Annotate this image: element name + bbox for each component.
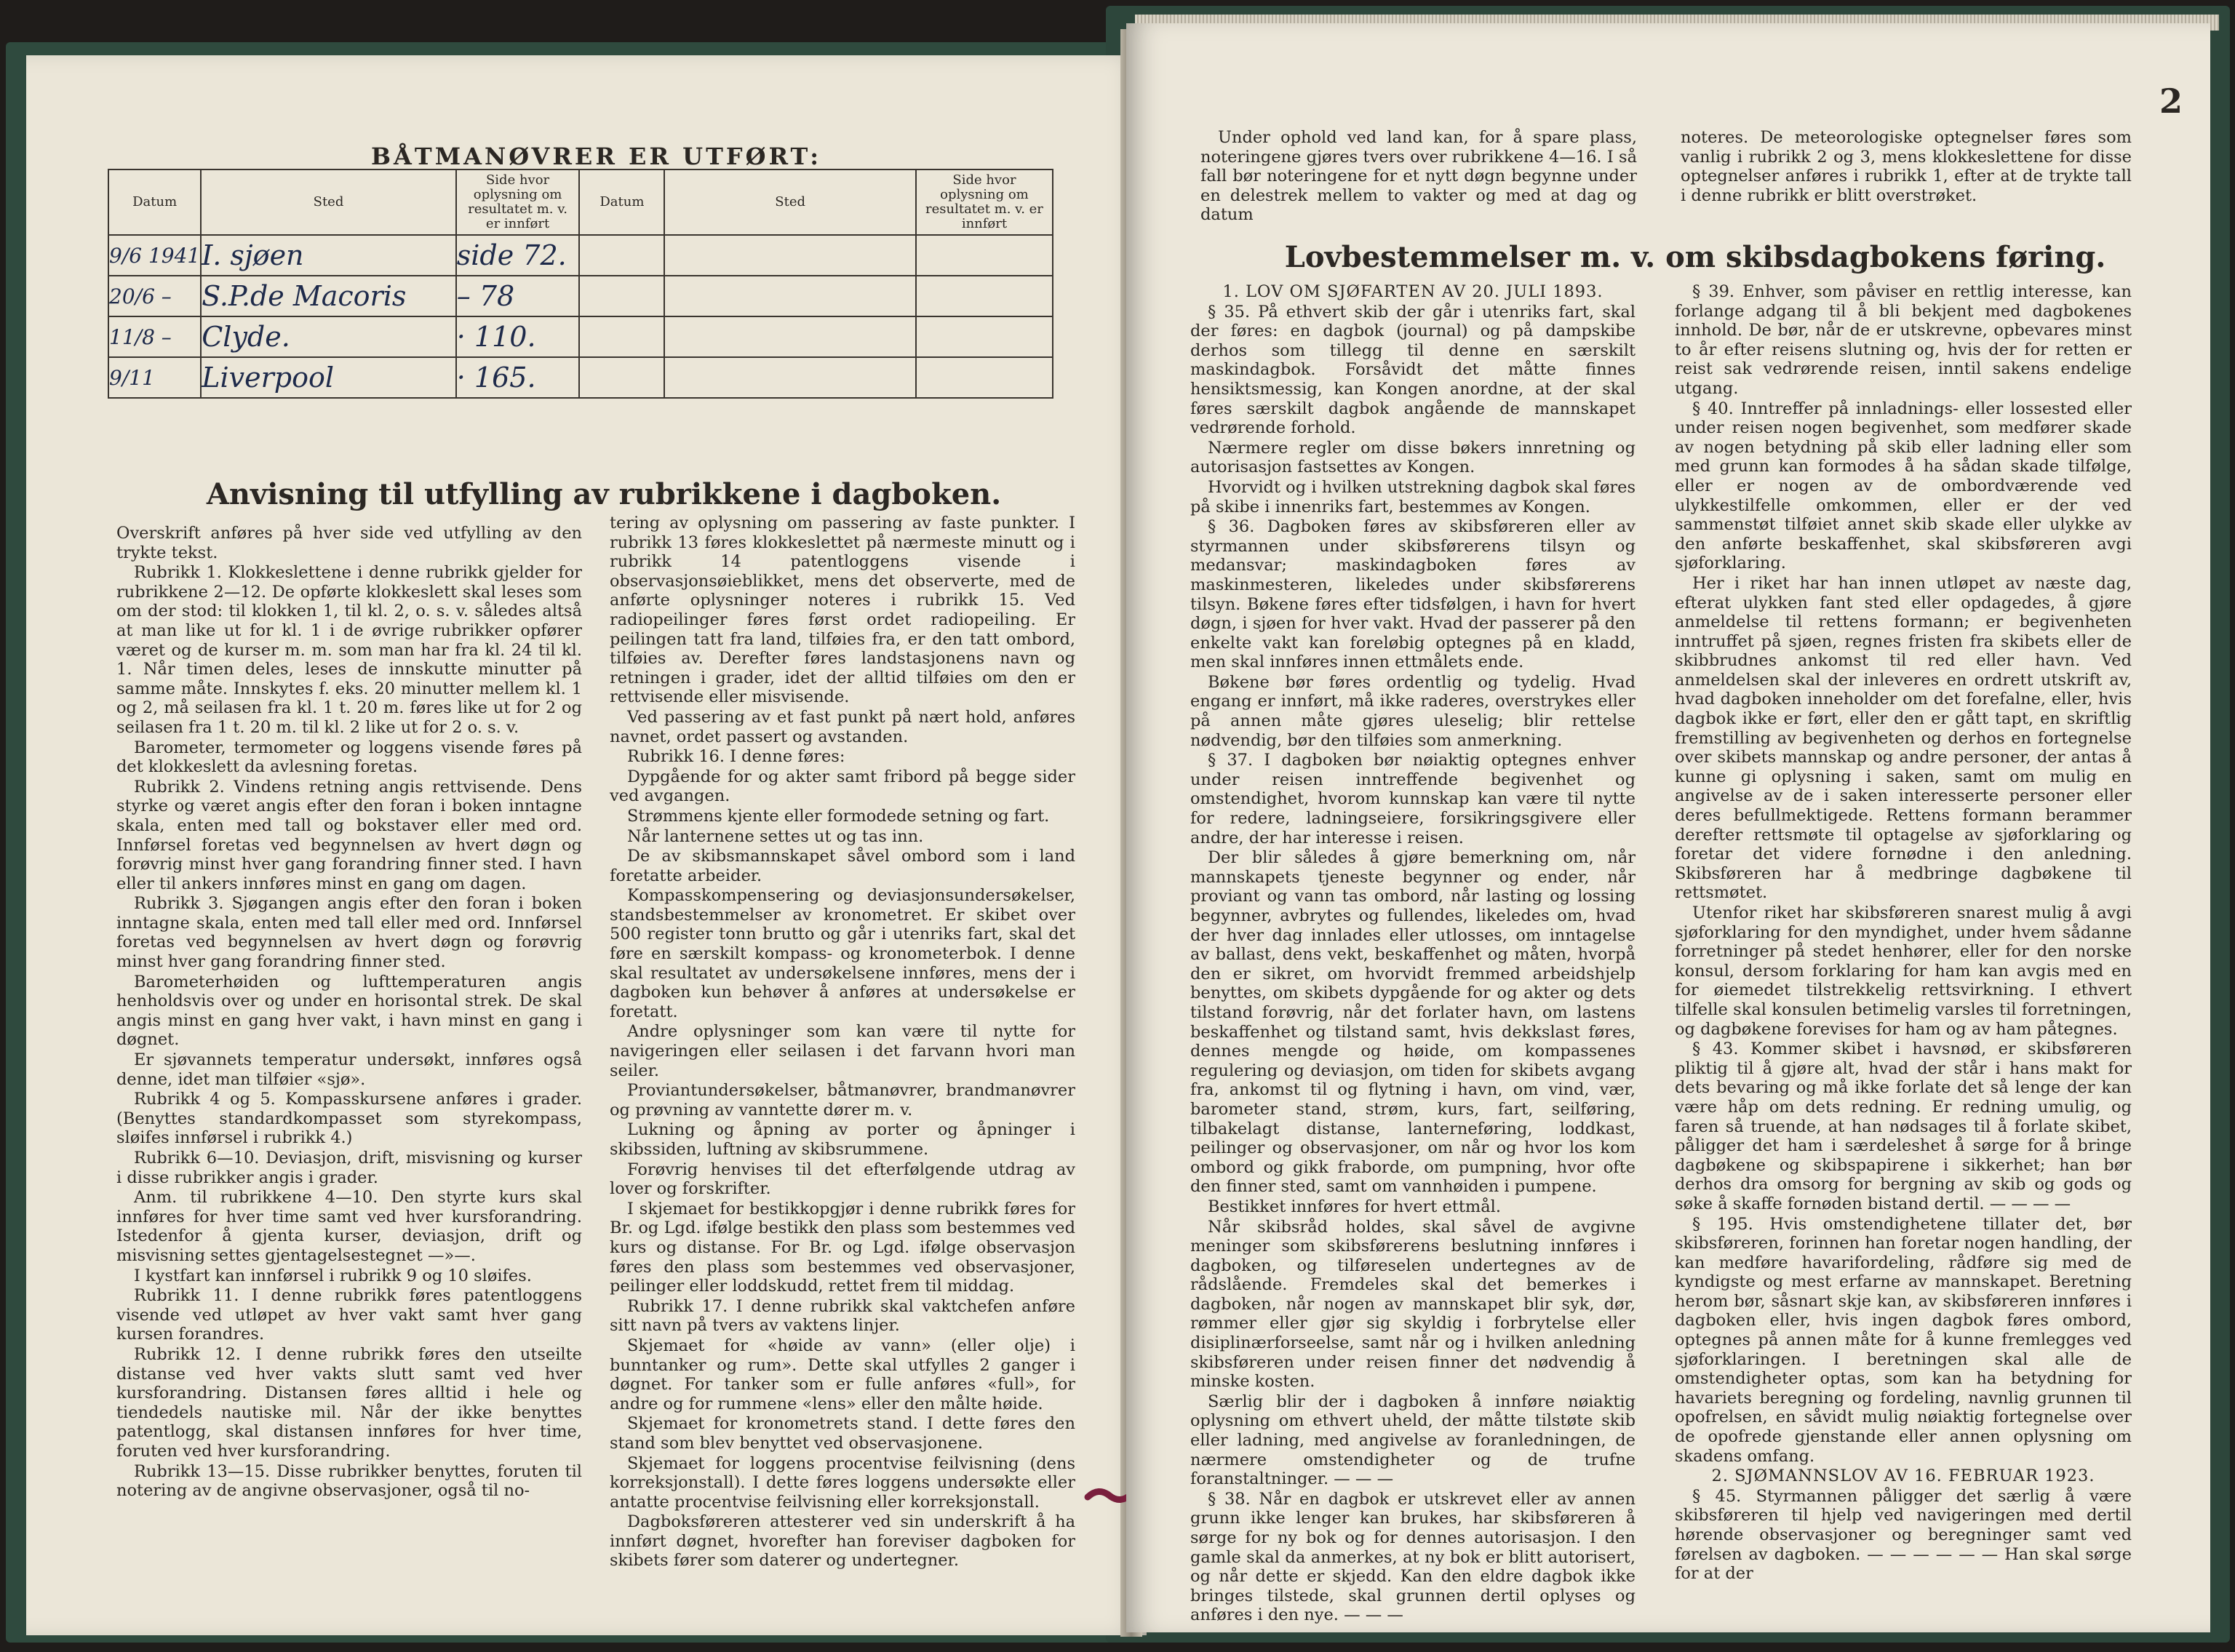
paragraph: Rubrikk 13—15. Disse rubrikker benyttes, foruten til notering av de angivne observasjoner, også til no- xyxy=(116,1461,582,1501)
row-page: · 165. xyxy=(456,362,536,394)
paragraph: Ved passering av et fast punkt på nært hold, anføres navnet, ordet passert og avstanden. xyxy=(610,707,1075,746)
paragraph: Nærmere regler om disse bøkers innretning og autorisasjon fastsettes av Kongen. xyxy=(1190,438,1636,477)
paragraph: Kompasskompensering og deviasjonsundersøkelser, standsbestemmelser av kronometret. Er skibet over 500 register tonn brutto og går i utenriks fart, skal det føre en særskilt kompass- og kronometerbok. I denne skal resultatet av undersøkelsene innføres, mens der i dagboken kun behøver å anføres at undersøkelse er foretatt. xyxy=(610,886,1075,1021)
paragraph: Dagboksføreren attesterer ved sin underskrift å ha innført døgnet, hvorefter han foreviser dagboken for skibets fører som daterer og undertegner. xyxy=(610,1512,1075,1571)
header-side: Side hvor oplysning om resultatet m. v. er innført xyxy=(456,169,580,235)
header-side-2: Side hvor oplysning om resultatet m. v. er innført xyxy=(916,169,1053,235)
paragraph: Under ophold ved land kan, for å spare plass, noteringene gjøres tvers over rubrikkene 4—16. I så fall bør noteringene for et nytt døgn begynne under en delestrek mellem to vakter og med at dag og datum xyxy=(1200,128,1637,225)
left-column-1 xyxy=(116,524,582,1501)
paragraph: Strømmens kjente eller formodede setning og fart. xyxy=(627,806,1050,826)
paragraph: I kystfart kan innførsel i rubrikk 9 og 10 sløifes. xyxy=(134,1266,532,1285)
paragraph: Rubrikk 1. Klokkeslettene i denne rubrikk gjelder for rubrikkene 2—12. De opførte klokkeslett skal leses som om der stod: til klokken 1, til kl. 2, o. s. v. således altså at man like ut for kl. 1 i de øvrige rubrikker opfører været og de kurser m. m. som man har fra kl. 24 til kl. 1. Når timen deles, leses de innskutte minutter på samme måte. Innskytes f. eks. 20 minutter mellem kl. 1 og 2, må seilasen fra kl. 1 t. 20 m. føres like ut for 2 og seilasen fra 1 t. 20 m. til kl. 2 like ut for 2 o. s. v. xyxy=(116,563,582,737)
paragraph: Lukning og åpning av porter og åpninger i skibssiden, luftning av skibsrummene. xyxy=(610,1120,1075,1159)
right-column-1 xyxy=(1190,282,1636,1626)
paragraph: Skjemaet for «høide av vann» (eller olje) i bunntanker og rum». Dette skal utfylles 2 ganger i døgnet. For tanker som er fulle anføres «full», for andre og for rummene «lens» eller den målte høide. xyxy=(610,1336,1075,1413)
paragraph: Overskrift anføres på hver side ved utfylling av den trykte tekst. xyxy=(116,524,582,562)
row-page: · 110. xyxy=(456,321,536,353)
paragraph: Rubrikk 17. I denne rubrikk skal vaktchefen anføre sitt navn på tvers av vaktens linjer. xyxy=(610,1296,1075,1336)
paragraph: Hvorvidt og i hvilken utstrekning dagbok skal føres på skibe i innenriks fart, bestemmes av Kongen. xyxy=(1190,477,1636,516)
paragraph: Rubrikk 2. Vindens retning angis rettvisende. Dens styrke og været angis efter den foran i boken inntagne skala, enten med tall og bokstaver eller med ord. Innførsel foretas ved begynnelsen av hvert døgn og forøvrig minst hver gang forandring finner sted. I havn eller til ankers innføres minst en gang om dagen. xyxy=(116,777,582,893)
paragraph: Rubrikk 3. Sjøgangen angis efter den foran i boken inntagne skala, enten med tall eller med ord. Innførsel foretas ved begynnelsen av hvert døgn og forøvrig minst hver gang forandring finner sted. xyxy=(116,894,582,972)
row-date: 9/6 1941 xyxy=(109,243,201,268)
paragraph: noteres. De meteorologiske optegnelser føres som vanlig i rubrikk 2 og 3, mens klokkeslettene for disse optegnelser anføres i rubrikk 1, efter at de trykte tall i denne rubrikk er blitt overstrøket. xyxy=(1681,128,2132,205)
header-datum-2: Datum xyxy=(579,169,664,235)
left-column-2 xyxy=(610,514,1075,1571)
table-header-row xyxy=(108,169,1053,235)
section-heading: 2. SJØMANNSLOV AV 16. FEBRUAR 1923. xyxy=(1711,1467,2095,1486)
right-heading: Lovbestemmelser m. v. om skibsdagbokens føring. xyxy=(1284,240,2106,274)
paragraph: tering av oplysning om passering av faste punkter. I rubrikk 13 føres klokkeslettet på nærmeste minutt og i rubrikk 14 patentloggens visende i observasjonsøieblikket, mens det observerte, med de anførte oplysninger noteres i rubrikk 15. Ved radiopeilinger føres først ordet radiopeiling. Er peilingen tatt fra land, tilføies fra, er den tatt ombord, tilføies av. Derefter føres landstasjonens navn og retningen i grader, idet der alltid tilføies om den er rettvisende eller misvisende. xyxy=(610,514,1075,707)
paragraph: Proviantundersøkelser, båtmanøvrer, brandmanøvrer og prøvning av vanntette dører m. v. xyxy=(610,1081,1075,1120)
paragraph: Barometer, termometer og loggens visende føres på det klokkeslett da avlesning foretas. xyxy=(116,738,582,777)
paragraph: Rubrikk 12. I denne rubrikk føres den utseilte distanse ved hver vakts slutt samt ved hver kursforandring. Distansen føres alltid i hele og tiendedels nautiske mil. Når der ikke benyttes patentlogg, skal distansen innføres for hver time, foruten ved hver kursforandring. xyxy=(116,1344,582,1461)
row-page: – 78 xyxy=(456,280,515,312)
paragraph: I skjemaet for bestikkopgjør i denne rubrikk føres for Br. og Lgd. ifølge bestikk den plass som bestemmes ved kurs og distanse. For Br. og Lgd. ifølge observasjon føres den plass som bestemmes ved observasjoner, peilinger eller loddskudd, rettet frem til middag. xyxy=(610,1199,1075,1296)
paragraph: § 38. Når en dagbok er utskrevet eller av annen grunn ikke lenger kan brukes, har skibsføreren å sørge for ny bok og for dennes autorisasjon. I den gamle skal da anmerkes, at ny bok er blitt autorisert, og når dette er skjedd. Kan den eldre dagbok ikke bringes tilstede, skal grunnen dertil oplyses og anføres i den nye. — — — xyxy=(1190,1489,1636,1625)
paragraph: De av skibsmannskapet såvel ombord som i land foretatte arbeider. xyxy=(610,847,1075,885)
paragraph: § 36. Dagboken føres av skibsføreren eller av styrmannen under skibsførerens tilsyn og medansvar; maskindagboken føres av maskinmesteren, likeledes under skibsførerens tilsyn. Bøkene føres efter tidsfølgen, i havn for hvert døgn, i sjøen for hver vakt. Hvad der passerer på den enkelte vakt kan foreløbig optegnes på en kladd, men skal innføres innen ettmålets ende. xyxy=(1190,517,1636,672)
paragraph: Når skibsråd holdes, skal såvel de avgivne meninger som skibsførerens beslutning innføres i dagboken, og tilføreselen undertegnes av de rådslående. Fremdeles skal det bemerkes i dagboken, når nogen av mannskapet blir syk, dør, rømmer eller gjør sig skyldig i forbrytelse eller disiplinærforseelse, samt når og i hvilken anledning skibsføreren under reisen finner det nødvendig å minske kosten. xyxy=(1190,1217,1636,1392)
paragraph: Rubrikk 4 og 5. Kompasskursene anføres i grader. (Benyttes standardkompasset som styrekompass, sløifes innførsel i rubrikk 4.) xyxy=(116,1090,582,1148)
paragraph: § 40. Inntreffer på innladnings- eller lossested eller under reisen nogen begivenhet, som medfører skade av nogen betydning på skib eller ladning eller som med grunn kan formodes å ha sådan skade tilfølge, eller er nogen av de ombordværende ved ulykkestilfelle omkommen, eller er der ved sammenstøt tilføiet annet skib skade eller ulykke av den anførte beskaffenhet, skal skibsføreren avgi sjøforklaring. xyxy=(1675,399,2132,573)
paragraph: Bøkene bør føres ordentlig og tydelig. Hvad engang er innført, må ikke raderes, overstrykes eller på annen måte gjøres uleselig; blir rettelse nødvendig, bør den tilføies som anmerkning. xyxy=(1190,672,1636,750)
paragraph: § 43. Kommer skibet i havsnød, er skibsføreren pliktig til å gjøre alt, hvad der står i hans makt for dets bevaring og må ikke forlate det så lenge der kan være håp om dets redning. Er redning umulig, og faren så truende, at han nødsages til å forlate skibet, påligger det ham i særdeleshet å sørge for å bringe dagbøkene og skibspapirene i sikkerhet; han bør derhos dra omsorg for bergning av skib og gods og søke å skaffe fornøden bistand dertil. — — — — xyxy=(1675,1040,2132,1213)
paragraph: Andre oplysninger som kan være til nytte for navigeringen eller seilasen i det farvann hvori man seiler. xyxy=(610,1022,1075,1080)
table-row xyxy=(108,316,1053,357)
paragraph: Er sjøvannets temperatur undersøkt, innføres også denne, idet man tilføier «sjø». xyxy=(116,1050,582,1089)
header-sted-2: Sted xyxy=(664,169,916,235)
paragraph: Der blir således å gjøre bemerkning om, når mannskapets tjeneste begynner og ender, når proviant og vann tas ombord, når lasting og lossing begynner, avbrytes og fullendes, likeledes om, hvad der hver dag innlades eller utlosses, om inntagelse av ballast, dens vekt, beskaffenhet og måten, hvorpå den er sikret, om hvorvidt fremmed arbeidshjelp benyttes, om skibets dypgående for og akter og dets tilstand forøvrig, når det forlater havn, om lastens beskaffenhet og tilstand samt, hvis dekkslast føres, dennes mengde og høide, om kompassenes regulering og deviasjon, om tiden for skibets avgang fra, ankomst til og flytning i havn, om vind, vær, barometer stand, strøm, kurs, fart, seilføring, tilbakelagt distanse, lanterneføring, loddkast, peilinger og observasjoner, om når og hvor los kom ombord og gikk fraborde, om pumpning, hvor ofte den finner sted, samt om vannhøiden i pumpene. xyxy=(1190,848,1636,1197)
row-place: I. sjøen xyxy=(202,239,304,271)
right-column-2 xyxy=(1675,282,2132,1584)
row-date: 9/11 xyxy=(109,365,155,390)
paragraph: Rubrikk 11. I denne rubrikk føres patentloggens visende ved utløpet av hver vakt samt hver gang kursen forandres. xyxy=(116,1286,582,1344)
paragraph: Her i riket har han innen utløpet av næste dag, efterat ulykken fant sted eller opdagedes, å gjøre anmeldelse til rettens formann; er begivenheten inntruffet på sjøen, regnes fristen fra skibets eller de skibbrudnes ankomst til red eller havn. Ved anmeldelsen skal der inleveres en ordrett utskrift av, hvad dagboken inneholder om det forefalne, eller, hvis dagbok ikke er ført, eller den er gått tapt, en skriftlig fremstilling av begivenheten og derhos en fortegnelse over skibets mannskap og andre personer, der antas å kunne gi oplysning i saken, samt om mulig en angivelse av de i saken interesserte personer eller deres befullmektigede. Rettens formann berammer derefter rettsmøte til optagelse av sjøforklaring og foretar det videre fornødne i den anledning. Skibsføreren har å medbringe dagbøkene til rettsmøtet. xyxy=(1675,573,2132,903)
paragraph: § 39. Enhver, som påviser en rettlig interesse, kan forlange adgang til å bli bekjent med dagbokenes innhold. De bør, når de er utskrevne, opbevares minst to år efter reisens slutning og, hvis der for retten er reist sak vedrørende reisen, inntil sakens endelige utgang. xyxy=(1675,282,2132,398)
paragraph: § 45. Styrmannen påligger det særlig å være skibsføreren til hjelp ved navigeringen med dertil hørende observasjoner og beregninger samt ved førelsen av dagboken. — — — — — — Han skal sørge for at der xyxy=(1675,1486,2132,1584)
right-top-column-2 xyxy=(1681,128,2132,206)
table-row xyxy=(108,276,1053,316)
header-sted: Sted xyxy=(201,169,456,235)
paragraph: Rubrikk 6—10. Deviasjon, drift, misvisning og kurser i disse rubrikker angis i grader. xyxy=(116,1149,582,1187)
paragraph: Utenfor riket har skibsføreren snarest mulig å avgi sjøforklaring for den myndighet, under hvem sådanne forretninger på stedet henhører, eller for den norske konsul, dersom forklaring for ham kan avgis med en for øiemedet tilstrekkelig rettsvirkning. I ethvert tilfelle skal konsulen betimelig varsles til forretningen, og dagbøkene forevises for ham og av ham påtegnes. xyxy=(1675,903,2132,1039)
row-date: 20/6 – xyxy=(109,284,172,308)
header-datum: Datum xyxy=(108,169,201,235)
paragraph: Rubrikk 16. I denne føres: xyxy=(627,747,845,767)
paragraph: § 37. I dagboken bør nøiaktig optegnes enhver under reisen inntreffende begivenhet og omstendighet, hvorom kunnskap kan være til nytte for redere, ladningseiere, forsikringsgivere eller andre, der har interesse i reisen. xyxy=(1190,751,1636,847)
boat-maneuver-table xyxy=(108,169,1053,399)
paragraph: Anm. til rubrikkene 4—10. Den styrte kurs skal innføres for hver time samt ved hver kursforandring. Istedenfor å gjenta kurser, deviasjon, drift og misvisning settes gjentagelsestegnet —»—. xyxy=(116,1188,582,1265)
row-place: S.P.de Macoris xyxy=(202,280,407,312)
boat-table-title: BÅTMANØVRER ER UTFØRT: xyxy=(371,143,821,170)
paragraph: Skjemaet for loggens procentvise feilvisning (dens korreksjonstall). I dette føres loggens undersøkte eller antatte procentvise feilvisning eller korreksjonstall. xyxy=(610,1453,1075,1512)
paragraph: Barometerhøiden og lufttemperaturen angis henholdsvis over og under en horisontal strek. De skal angis minst en gang hver vakt, i havn minst en gang i døgnet. xyxy=(116,972,582,1050)
paragraph: Særlig blir der i dagboken å innføre nøiaktig oplysning om ethvert uheld, der måtte tilstøte skib eller ladning, med angivelse av foranledningen, de nærmere omstendigheter og de trufne foranstaltninger. — — — xyxy=(1190,1392,1636,1489)
paragraph: § 35. På ethvert skib der går i utenriks fart, skal der føres: en dagbok (journal) og på dampskibe derhos som tillegg til denne en særskilt maskindagbok. Forsåvidt det måtte finnes hensiktsmessig, kan Kongen anordne, at der skal føres særskilt dagbok angående de mannskapet vedrørende forhold. xyxy=(1190,302,1636,438)
page-number: 2 xyxy=(2159,81,2183,121)
row-date: 11/8 – xyxy=(109,324,172,349)
row-place: Clyde. xyxy=(202,321,290,353)
section-heading: 1. LOV OM SJØFARTEN AV 20. JULI 1893. xyxy=(1222,282,1603,301)
paragraph: Når lanternene settes ut og tas inn. xyxy=(627,826,924,846)
table-row xyxy=(108,357,1053,398)
table-row xyxy=(108,235,1053,276)
paragraph: Forøvrig henvises til det efterfølgende utdrag av lover og forskrifter. xyxy=(610,1160,1075,1199)
paragraph: Dypgående for og akter samt fribord på begge sider ved avgangen. xyxy=(610,767,1075,806)
row-page: side 72. xyxy=(456,239,567,271)
row-place: Liverpool xyxy=(202,362,334,394)
left-heading: Anvisning til utfylling av rubrikkene i dagboken. xyxy=(206,477,1002,511)
right-top-column-1 xyxy=(1200,128,1637,226)
paragraph: Bestikket innføres for hvert ettmål. xyxy=(1208,1197,1501,1216)
paragraph: Skjemaet for kronometrets stand. I dette føres den stand som blev benyttet ved observasjonene. xyxy=(610,1414,1075,1453)
paragraph: § 195. Hvis omstendighetene tillater det, bør skibsføreren, forinnen han foretar nogen handling, der kan medføre havarifordeling, rådføre sig med de kyndigste og mest erfarne av mannskapet. Beretning herom bør, såsnart skje kan, av skibsføreren innføres i dagboken eller, hvis ingen dagbok føres ombord, optegnes på annen måte for å kunne fremlegges ved sjøforklaringen. I beretningen skal alle de omstendigheter optas, som kan ha betydning for havariets beregning og fordeling, navnlig grunnen til opofrelsen, en såvidt mulig nøiaktig fortegnelse over de opofrede gjenstande eller annen oplysning om skadens omfang. xyxy=(1675,1214,2132,1466)
